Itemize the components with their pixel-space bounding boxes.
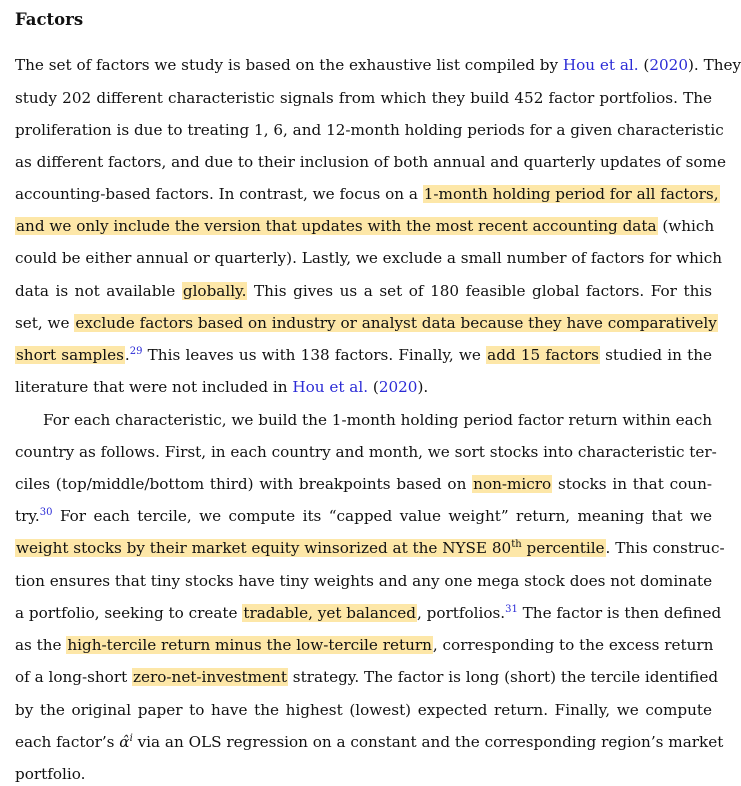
footnote-30-link[interactable]: 30 [39, 507, 53, 518]
p1-line-4: as different factors, and due to their inclusion of both annual and quarterly updates of some [15, 153, 726, 171]
p2-line-8: as the high-tercile return minus the low-tercile return, corresponding to the excess return [15, 636, 714, 654]
highlight: high-tercile return minus the low-tercile return [67, 636, 432, 654]
p1-line-5: accounting-based factors. In contrast, we focus on a 1-month holding period for all factors, [15, 185, 719, 203]
p1-line-10: short samples.$^{29}$ This leaves us with 138 factors. Finally, we add 15 factors studied in the [16, 346, 712, 364]
footnote-31-link[interactable]: 31 [505, 604, 518, 615]
p2-line-5: weight stocks by their market equity winsorized at the NYSE 80th percentile. This construc- [16, 539, 725, 557]
p2-line-11: each factor’s α̂$^i$ via an OLS regression on a constant and the corresponding region’s market [15, 733, 724, 751]
p2-line-9: of a long-short zero-net-investment strategy. The factor is long (short) the tercile identified [15, 668, 719, 686]
highlight: add 15 factors [487, 346, 599, 364]
highlight: and we only include the version that updates with the most recent accounting data [16, 217, 657, 235]
p1-line-2: study 202 different characteristic signals from which they build 452 factor portfolios. The [15, 89, 712, 107]
p1-line-3: proliferation is due to treating 1, 6, and 12-month holding periods for a given characteristic [15, 121, 724, 139]
p2-line-1: For each characteristic, we build the 1-month holding period factor return within each [43, 411, 712, 429]
p1-line-11: literature that were not included in Hou et al. (2020). [15, 378, 429, 396]
citation-year-link[interactable]: 2020 [378, 378, 418, 396]
p2-line-6: tion ensures that tiny stocks have tiny weights and any one mega stock does not dominate [15, 572, 713, 590]
p2-line-4: try.$^{30}$ For each tercile, we compute its “capped value weight” return, meaning that we [15, 507, 712, 525]
highlight: exclude factors based on industry or analyst data because they have comparatively [75, 314, 717, 332]
highlight: weight stocks by their market equity winsorized at the NYSE 80th percentile [16, 539, 605, 557]
highlight: short samples [16, 346, 124, 364]
section-heading: Factors [15, 10, 84, 29]
p2-line-3: ciles (top/middle/bottom third) with breakpoints based on non-micro stocks in that coun- [15, 475, 712, 493]
highlight: 1-month holding period for all factors, [423, 185, 719, 203]
p2-line-10: by the original paper to have the highest (lowest) expected return. Finally, we compute [15, 701, 712, 719]
footnote-29-link[interactable]: 29 [129, 346, 143, 357]
p1-line-6: and we only include the version that updates with the most recent accounting data (which [16, 217, 715, 235]
citation-link[interactable]: Hou et al. [292, 378, 369, 396]
p2-line-7: a portfolio, seeking to create tradable, yet balanced, portfolios.$^{31}$ The factor is then defined [15, 604, 722, 622]
p1-line-7: could be either annual or quarterly). Lastly, we exclude a small number of factors for which [15, 249, 723, 267]
highlight: globally. [182, 282, 247, 300]
highlight: zero-net-investment [133, 668, 287, 686]
p1-line-9: set, we exclude factors based on industry or analyst data because they have comparatively [15, 314, 717, 332]
citation-year-link[interactable]: 2020 [649, 56, 688, 74]
alpha-hat-symbol: α̂ [119, 733, 130, 751]
p1-line-8: data is not available globally. This gives us a set of 180 feasible global factors. For this [15, 282, 713, 300]
p2-line-12: portfolio. [15, 765, 86, 783]
p1-line-1: The set of factors we study is based on the exhaustive list compiled by Hou et al. (2020). They [15, 56, 741, 74]
citation-link[interactable]: Hou et al. [562, 56, 639, 74]
highlight: non-micro [473, 475, 552, 493]
highlight: tradable, yet balanced [243, 604, 416, 622]
p2-line-2: country as follows. First, in each country and month, we sort stocks into characteristic ter- [15, 443, 717, 461]
